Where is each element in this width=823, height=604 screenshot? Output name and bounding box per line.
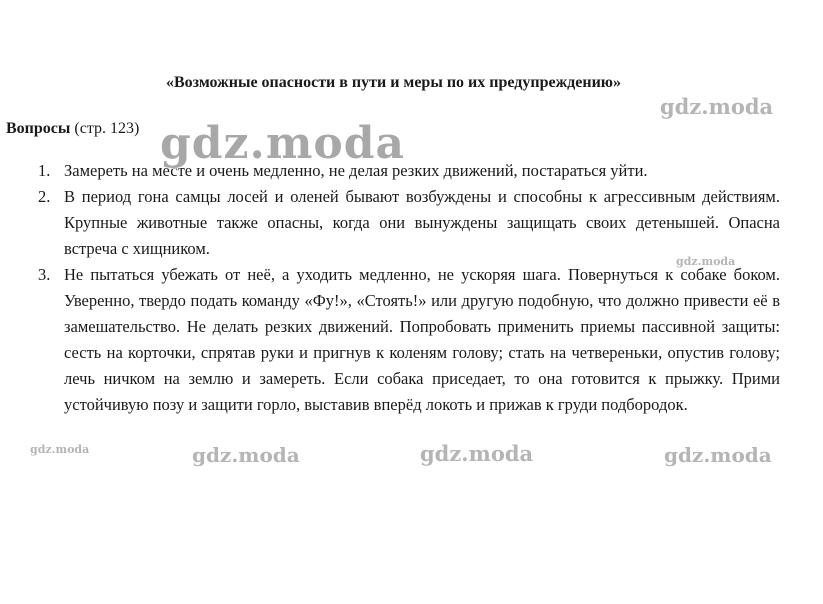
section-heading — [6, 120, 139, 138]
answer-text: В период гона самцы лосей и оленей бывают возбуждены и способны к агрессивным действиям. Крупные животные также опасны, когда они вынуждены защищать своих детенышей. Опасна встреча с хищником. — [64, 187, 780, 258]
document-title: «Возможные опасности в пути и меры по их предупреждению» — [165, 74, 622, 91]
watermark-small-right: gdz.moda — [676, 255, 736, 268]
watermark-large: gdz.moda — [160, 118, 406, 169]
answer-text: Не пытаться убежать от неё, а уходить медленно, не ускоряя шага. Повернуться к собаке боком. Уверенно, твердо подать команду «Фу!», «Стоять!» или другую подобную, что должно привести её в замешательство. Не делать резких движений. Попробовать применить приемы пассивной защиты: сесть на корточки, спрятав руки и пригнув к коленям голову; стать на четвереньки, опустив голову; лечь ничком на землю и замереть. Если собака приседает, то она готовится к прыжку. Прими устойчивую позу и защити горло, выставив вперёд локоть и прижав к груди подбородок. — [64, 265, 780, 414]
answer-list — [0, 158, 780, 418]
answer-number: 3. — [38, 265, 51, 284]
watermark-small-left: gdz.moda — [30, 443, 90, 456]
section-heading-label: Вопросы — [6, 120, 71, 137]
watermark-bottom-left: gdz.moda — [192, 443, 300, 467]
answer-text: Замереть на месте и очень медленно, не делая резких движений, постараться уйти. — [64, 161, 648, 180]
answer-item-3 — [0, 262, 780, 418]
section-heading-page-ref: (стр. 123) — [70, 120, 140, 137]
watermark-top-right: gdz.moda — [660, 94, 774, 119]
answer-item-1 — [0, 158, 780, 184]
answer-number: 1. — [38, 161, 51, 180]
answer-item-2 — [0, 184, 780, 262]
watermark-bottom-right: gdz.moda — [664, 443, 772, 467]
answer-number: 2. — [38, 187, 51, 206]
watermark-bottom-center: gdz.moda — [420, 441, 534, 466]
